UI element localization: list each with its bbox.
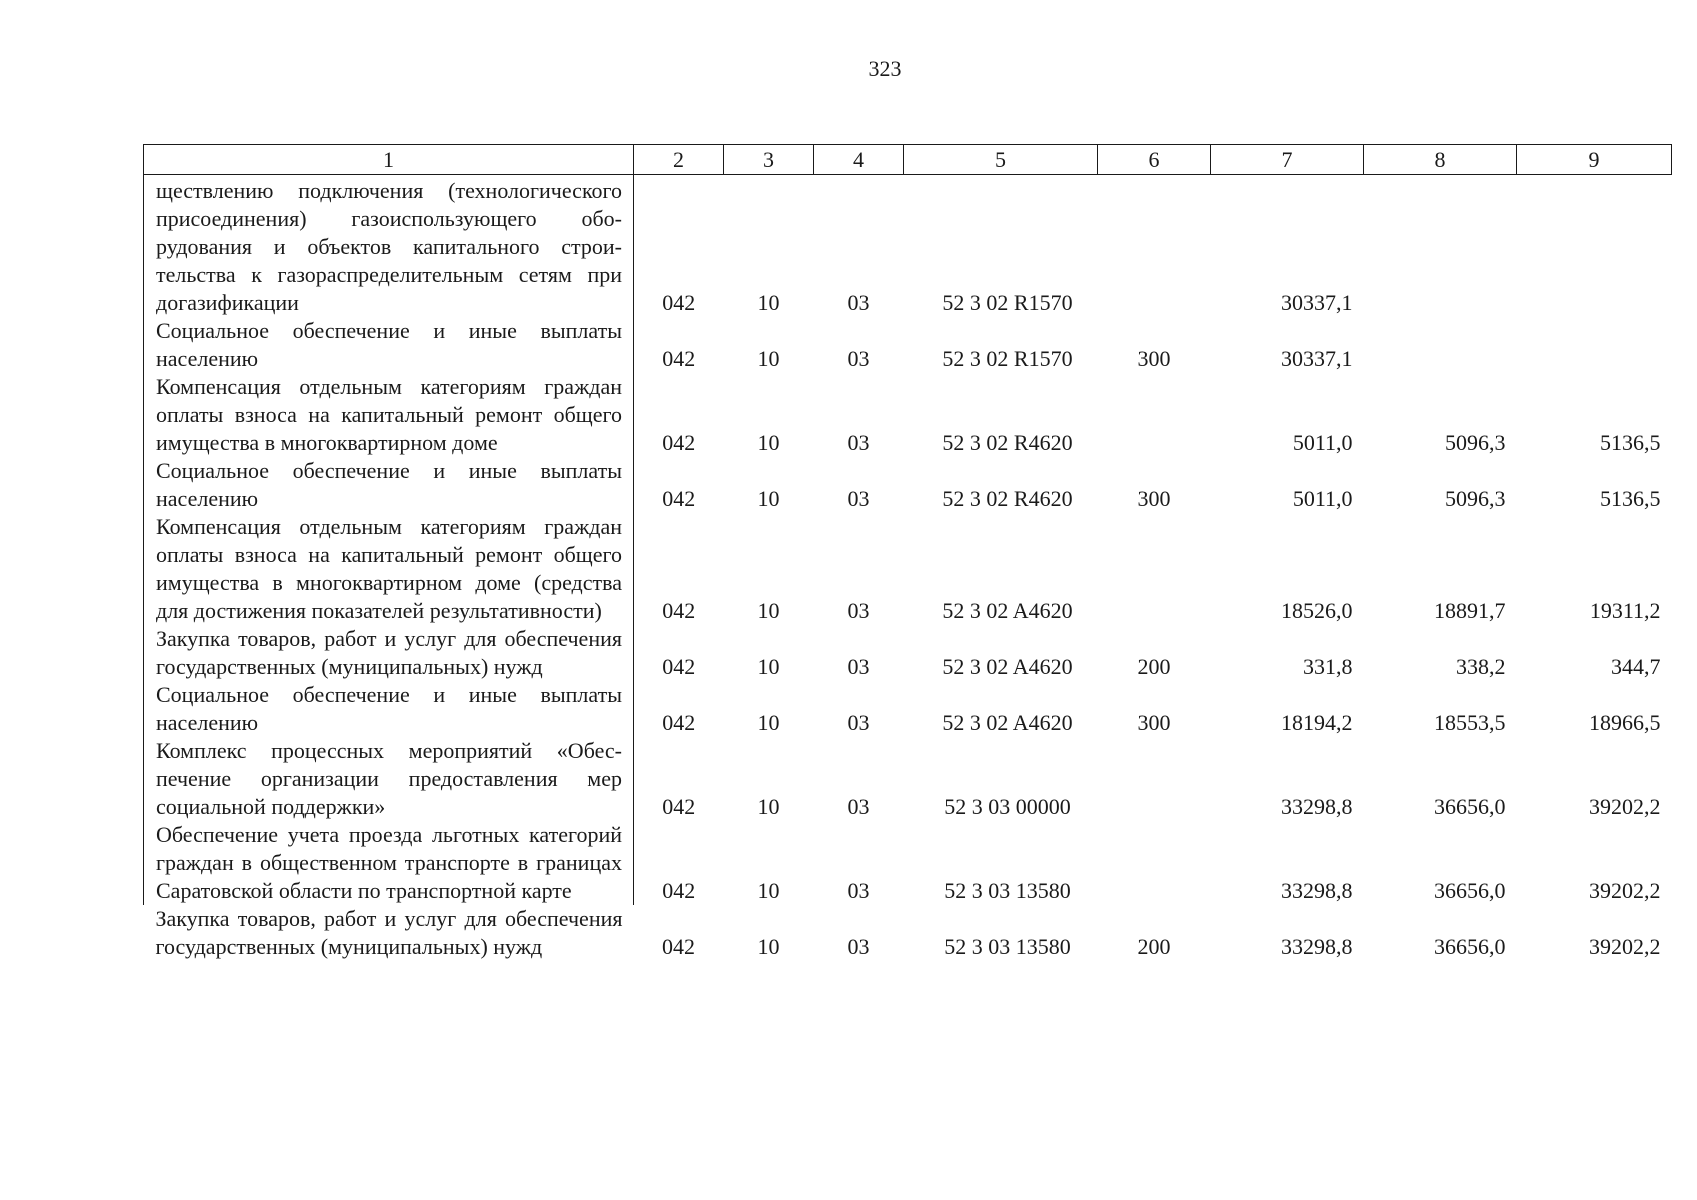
cell-subsection: 03 (847, 934, 870, 959)
cell-subsection: 03 (847, 486, 870, 511)
cell-ved: 042 (662, 430, 696, 455)
column-header: 6 (1098, 145, 1211, 175)
cell-target-article: 52 3 03 13580 (944, 934, 1071, 959)
column-header: 8 (1364, 145, 1517, 175)
cell-year-1: 18194,2 (1281, 710, 1353, 735)
row-name: ществлению подключения (технологического присоединения) газоиспользующего оборудования и объектов капитального строительства к газораспределительным сетям при догазификации (144, 175, 634, 318)
cell-expense-type: 300 (1137, 710, 1171, 735)
cell-expense-type (1098, 373, 1211, 457)
cell-year-1: 18526,0 (1281, 598, 1353, 623)
cell-year-2: 338,2 (1456, 654, 1506, 679)
cell-subsection: 03 (847, 654, 870, 679)
cell-subsection: 03 (847, 290, 870, 315)
cell-ved: 042 (662, 290, 696, 315)
column-header: 9 (1517, 145, 1672, 175)
cell-section: 10 (757, 430, 780, 455)
cell-target-article: 52 3 03 00000 (944, 794, 1071, 819)
cell-section: 10 (757, 598, 780, 623)
cell-expense-type: 200 (1137, 934, 1171, 959)
table-row (144, 317, 1672, 373)
cell-year-1: 30337,1 (1281, 290, 1353, 315)
cell-expense-type (1098, 513, 1211, 625)
column-header: 2 (634, 145, 724, 175)
cell-year-3 (1517, 175, 1672, 318)
cell-ved: 042 (662, 346, 696, 371)
row-name: Социальное обеспечение и иные выплаты населению (144, 317, 634, 373)
cell-year-2: 36656,0 (1434, 934, 1506, 959)
cell-expense-type (1098, 175, 1211, 318)
cell-section: 10 (757, 794, 780, 819)
row-name: Обеспечение учета проезда льготных категорий граждан в общественном транспорте в границах Саратовской области по транспортной карте (144, 821, 634, 905)
table-row (144, 625, 1672, 681)
cell-year-2: 5096,3 (1445, 430, 1506, 455)
row-name: Социальное обеспечение и иные выплаты населению (144, 457, 634, 513)
cell-year-1: 5011,0 (1292, 486, 1353, 511)
cell-expense-type (1098, 737, 1211, 821)
cell-year-3: 344,7 (1611, 654, 1661, 679)
cell-target-article: 52 3 02 R4620 (942, 486, 1073, 511)
cell-target-article: 52 3 02 A4620 (942, 710, 1073, 735)
row-name: Закупка товаров, работ и услуг для обеспечения государственных (муниципальных) нужд (155, 906, 623, 959)
cell-year-3: 19311,2 (1589, 598, 1661, 623)
row-name: Комплекс процессных мероприятий «Обеспечение организации предоставления мер социальной поддержки» (144, 737, 634, 821)
cell-ved: 042 (662, 710, 696, 735)
table-row (144, 513, 1672, 625)
table-row (144, 737, 1672, 821)
cell-section: 10 (757, 710, 780, 735)
cell-section: 10 (757, 878, 780, 903)
cell-year-3 (1517, 317, 1672, 373)
cell-year-2: 36656,0 (1434, 878, 1506, 903)
column-header: 4 (814, 145, 904, 175)
cell-year-3: 18966,5 (1589, 710, 1661, 735)
column-header: 3 (724, 145, 814, 175)
header-row (144, 145, 1672, 175)
row-name: Закупка товаров, работ и услуг для обеспечения государственных (муниципальных) нужд (144, 625, 634, 681)
cell-target-article: 52 3 03 13580 (944, 878, 1071, 903)
cell-ved: 042 (662, 934, 695, 959)
cell-section: 10 (757, 654, 780, 679)
cell-ved: 042 (662, 794, 696, 819)
cell-subsection: 03 (847, 430, 870, 455)
cell-year-2: 5096,3 (1445, 486, 1506, 511)
budget-table (143, 144, 1672, 961)
cell-year-1: 5011,0 (1292, 430, 1353, 455)
row-name: Компенсация отдельным категориям граждан оплаты взноса на капитальный ремонт общего имущества в многоквартирном доме (144, 373, 634, 457)
cell-target-article: 52 3 02 R4620 (942, 430, 1073, 455)
cell-year-3: 5136,5 (1600, 430, 1661, 455)
cell-subsection: 03 (847, 598, 870, 623)
cell-year-2 (1364, 317, 1517, 373)
cell-expense-type: 300 (1137, 346, 1171, 371)
cell-section: 10 (757, 290, 780, 315)
row-name: Компенсация отдельным категориям граждан оплаты взноса на капитальный ремонт общего имущества в многоквартирном доме (средства для достижения показателей результативности) (144, 513, 634, 625)
table-row (144, 905, 1672, 961)
cell-year-3: 39202,2 (1589, 934, 1661, 959)
cell-ved: 042 (662, 486, 696, 511)
column-header: 5 (904, 145, 1098, 175)
cell-ved: 042 (662, 878, 696, 903)
cell-section: 10 (757, 486, 780, 511)
cell-year-1: 33298,8 (1281, 934, 1353, 959)
cell-year-3: 39202,2 (1589, 878, 1661, 903)
cell-ved: 042 (662, 598, 696, 623)
table-row (144, 175, 1672, 318)
table-row (144, 821, 1672, 905)
cell-year-2: 18891,7 (1434, 598, 1506, 623)
cell-expense-type (1098, 821, 1211, 905)
table-row (144, 457, 1672, 513)
cell-year-1: 33298,8 (1281, 878, 1353, 903)
cell-subsection: 03 (847, 794, 870, 819)
cell-year-2: 18553,5 (1434, 710, 1506, 735)
cell-target-article: 52 3 02 R1570 (942, 346, 1073, 371)
row-name: Социальное обеспечение и иные выплаты населению (144, 681, 634, 737)
cell-year-3: 39202,2 (1589, 794, 1661, 819)
cell-section: 10 (757, 346, 780, 371)
cell-year-2 (1364, 175, 1517, 318)
cell-subsection: 03 (847, 878, 870, 903)
cell-target-article: 52 3 02 A4620 (942, 654, 1073, 679)
cell-year-1: 30337,1 (1281, 346, 1353, 371)
cell-target-article: 52 3 02 R1570 (942, 290, 1073, 315)
cell-year-1: 331,8 (1303, 654, 1353, 679)
table-row (144, 681, 1672, 737)
cell-year-1: 33298,8 (1281, 794, 1353, 819)
cell-subsection: 03 (847, 710, 870, 735)
table-row (144, 373, 1672, 457)
cell-ved: 042 (662, 654, 696, 679)
cell-year-2: 36656,0 (1434, 794, 1506, 819)
column-header: 1 (144, 145, 634, 175)
cell-target-article: 52 3 02 A4620 (942, 598, 1073, 623)
page-number: 323 (868, 56, 902, 81)
cell-section: 10 (757, 934, 780, 959)
cell-year-3: 5136,5 (1600, 486, 1661, 511)
cell-subsection: 03 (847, 346, 870, 371)
column-header: 7 (1211, 145, 1364, 175)
cell-expense-type: 300 (1137, 486, 1171, 511)
cell-expense-type: 200 (1137, 654, 1171, 679)
